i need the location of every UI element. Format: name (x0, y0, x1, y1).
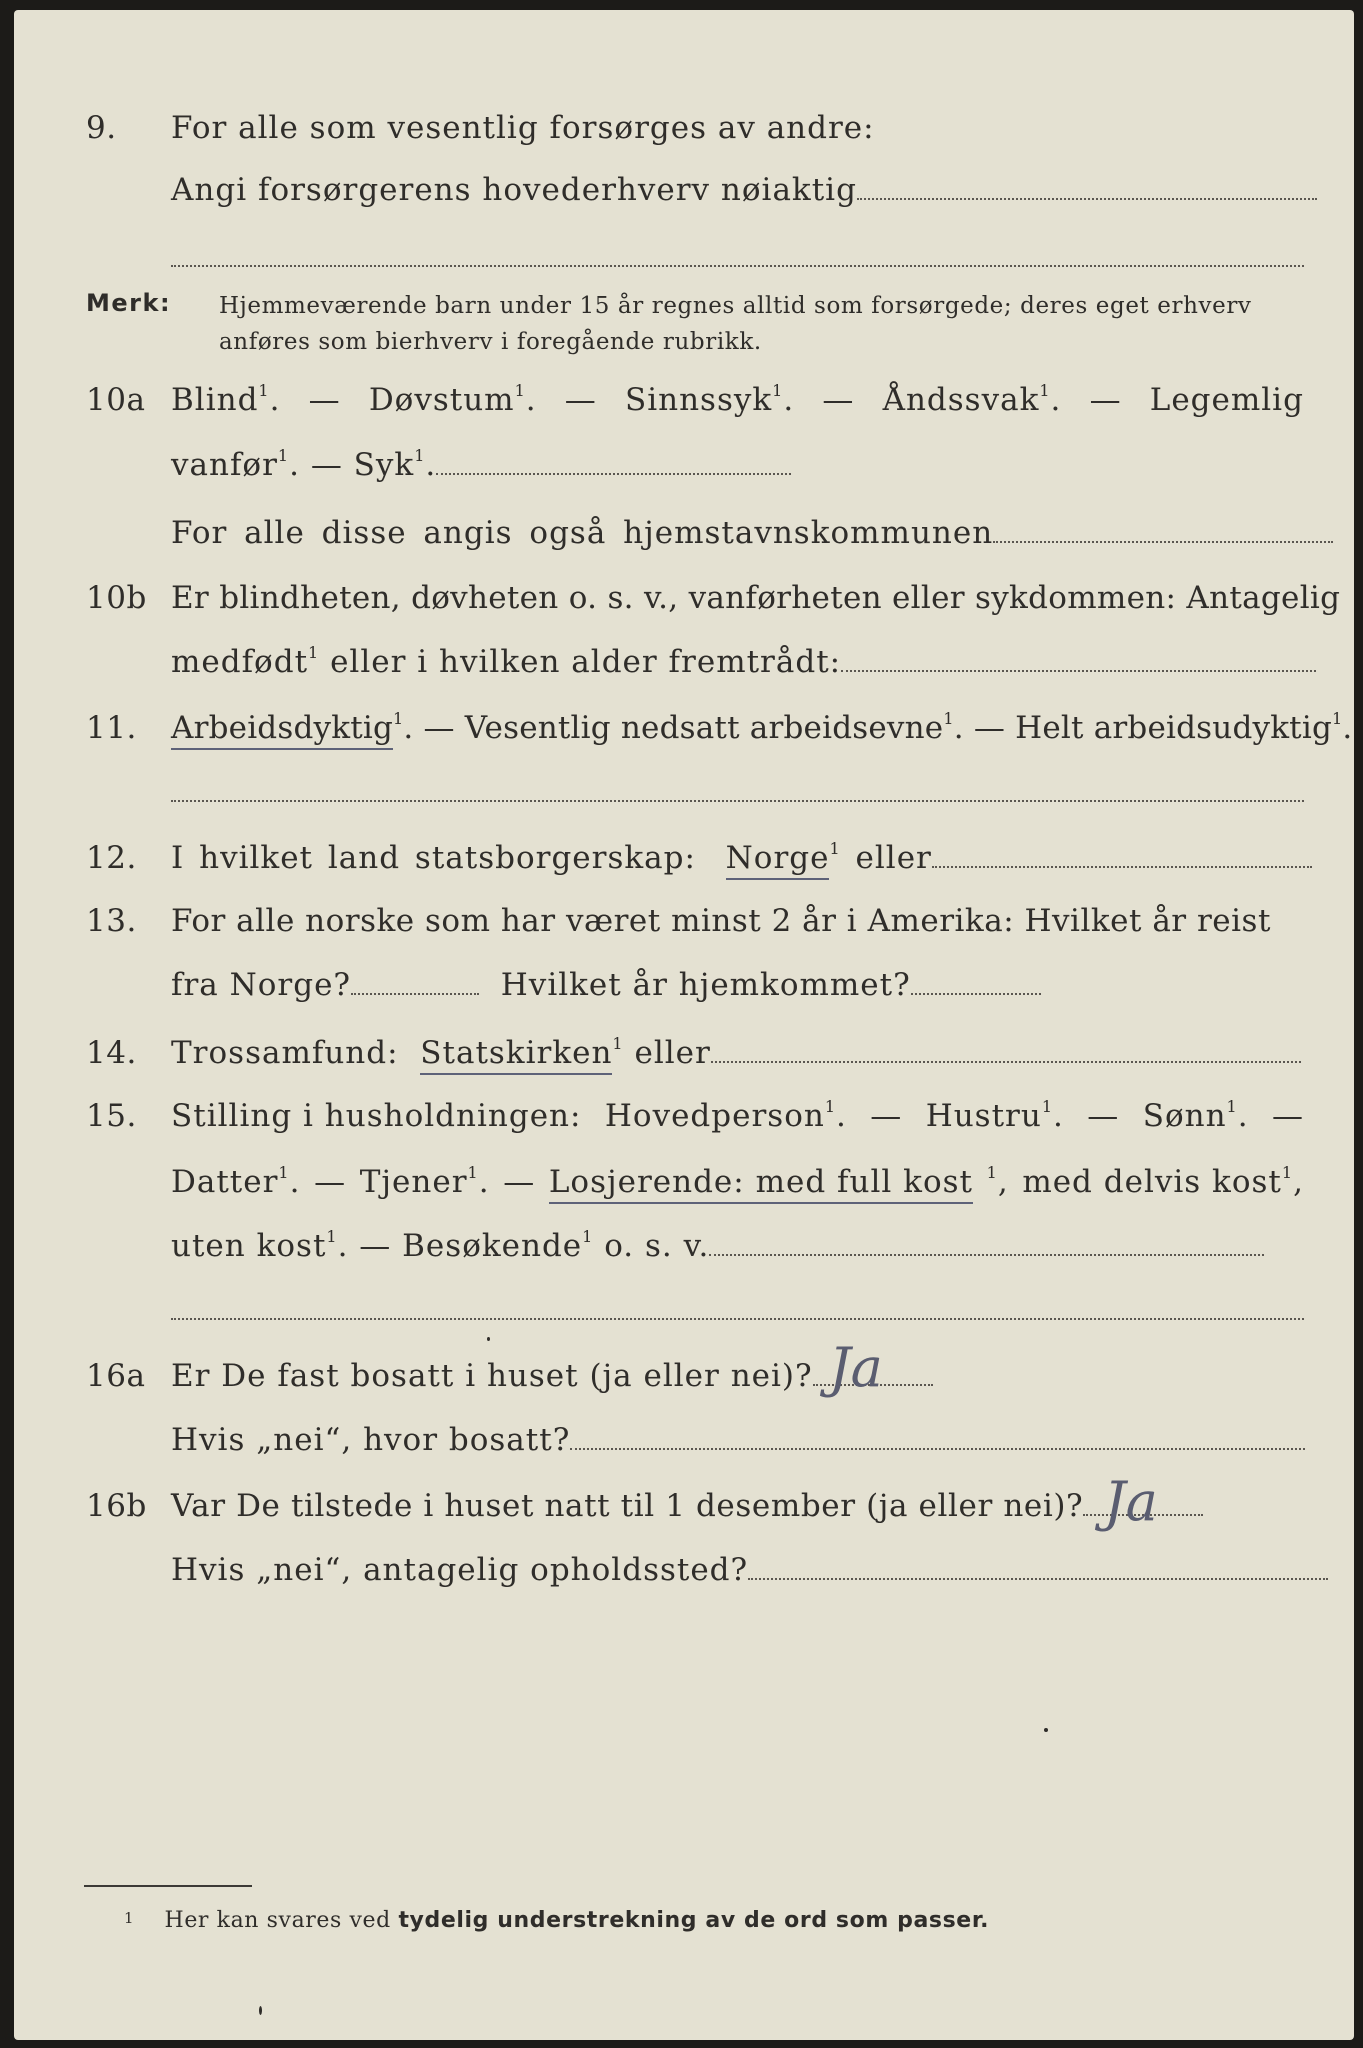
question-number: 10a (86, 382, 146, 418)
handwritten-answer: Ja (829, 1336, 883, 1399)
option-tjener: Tjener (359, 1164, 468, 1200)
footnote-text: Her kan svares ved (164, 1908, 391, 1933)
question-number: 9. (86, 110, 117, 146)
answer-line (570, 1447, 1305, 1450)
option-uten-kost: uten kost (171, 1228, 327, 1264)
answer-line (171, 1318, 1304, 1320)
footnote-mark: 1 (124, 1909, 135, 1927)
answer-line (993, 540, 1333, 543)
option-losjerende: Losjerende: (548, 1164, 745, 1200)
question-text: Hvilket år hjemkommet? (500, 967, 911, 1003)
answer-line (911, 992, 1041, 995)
option-arbeidsdyktig: Arbeidsdyktig (171, 710, 393, 750)
option-legemlig: Legemlig (1149, 382, 1304, 418)
option-eller: eller (634, 1035, 711, 1071)
answer-line (351, 992, 479, 995)
answer-line (436, 472, 791, 475)
option-eller: eller (855, 840, 932, 876)
note-text: anføres som bierhverv i foregående rubrikk. (219, 329, 762, 355)
option-med-delvis-kost: med delvis kost (1022, 1164, 1282, 1200)
question-number: 15. (86, 1098, 137, 1134)
question-text: For alle disse angis også hjemstavnskommunen (171, 515, 994, 551)
option-syk: Syk (353, 447, 415, 483)
question-number: 10b (86, 580, 147, 616)
footnote (124, 1908, 989, 1933)
option-sonn: Sønn (1142, 1098, 1227, 1134)
ink-speck (487, 1337, 490, 1341)
option-statskirken: Statskirken (420, 1035, 612, 1075)
option-hovedperson: Hovedperson (604, 1098, 825, 1134)
answer-line (711, 1060, 1301, 1063)
option-besokende: Besøkende (402, 1228, 583, 1264)
option-norge: Norge (726, 840, 830, 880)
question-text: Er De fast bosatt i huset (ja eller nei)? (171, 1358, 813, 1394)
option-vesentlig-nedsatt: Vesentlig nedsatt arbeidsevne (464, 710, 944, 746)
ink-speck (1044, 1728, 1048, 1732)
question-text: Hvis „nei“, antagelig opholdssted? (171, 1552, 749, 1588)
question-text: For alle som vesentlig forsørges av andre: (171, 110, 875, 146)
question-text: fra Norge? (171, 967, 352, 1003)
option-dovstum: Døvstum (368, 382, 515, 418)
option-osv: o. s. v. (604, 1228, 710, 1264)
question-number: 12. (86, 840, 137, 876)
option-helt-udyktig: Helt arbeidsudyktig (1015, 710, 1332, 746)
question-text: eller i hvilken alder fremtrådt: (330, 644, 842, 680)
option-hustru: Hustru (925, 1098, 1042, 1134)
handwritten-answer: Ja (1104, 1470, 1158, 1533)
question-text: I hvilket land statsborgerskap: (171, 840, 696, 876)
question-number: 11. (86, 710, 137, 746)
answer-line (171, 800, 1304, 802)
option-med-full-kost: med full kost (755, 1164, 973, 1200)
note-label: Merk: (86, 289, 172, 317)
option-medfodt: medfødt (171, 644, 309, 680)
footnote-rule (84, 1885, 252, 1887)
answer-line (841, 669, 1316, 672)
option-andssvak: Åndssvak (882, 382, 1040, 418)
question-text: Hvis „nei“, hvor bosatt? (171, 1422, 571, 1458)
question-text: For alle norske som har været minst 2 år i Amerika: Hvilket år reist (171, 903, 1271, 939)
answer-line (932, 865, 1312, 868)
option-datter: Datter (171, 1164, 279, 1200)
question-text: Trossamfund: (171, 1035, 399, 1071)
question-text: Var De tilstede i huset natt til 1 desember (ja eller nei)? (171, 1488, 1084, 1524)
answer-line (171, 265, 1304, 267)
census-form-page: 9. For alle som vesentlig forsørges av andre: Angi forsørgerens hovederhverv nøiaktig Merk: Hjemmeværende barn under 15 år regnes alltid som forsørgede; deres eget erhverv anføres som bierhverv i foregående rubrikk. 10a Blind$^1$. — Døvstum$^1$. — Sinnssyk$^1$. — Åndssvak$^1$. — Legemlig vanfør$^1$. — Syk$^1$. For alle disse angis også hjemstavnskommunen 10b Er blindheten, døvheten o. s. v., vanførheten eller sykdommen: Antagelig medfødt$^1$ eller i hvilken alder fremtrådt: 11. Arbeidsdyktig$^1$. — Vesentlig nedsatt arbeidsevne$^1$. — Helt arbeidsudyktig$^1$. 12. I hvilket land statsborgerskap: Norge$^1$ eller 13. For alle norske som har været minst 2 år i Amerika: Hvilket år reist fra Norge? Hvilket år hjemkommet? 14. Trossamfund: Statskirken$^1$ eller 15. Stilling i husholdningen: Hovedperson$^1$. — Hustru$^1$. — Sønn$^1$. — Datter$^1$. — Tjener$^1$. — Losjerende: med full kost $^1$, med delvis kost$^1$, uten kost$^1$. — Besøkende$^1$ o. s. v. 16a Er De fast bosatt i huset (ja eller nei)? Ja Hvis „nei“, hvor bosatt? 16b Var De tilstede i huset natt til 1 desember (ja eller nei)? Ja Hvis „nei“, antagelig opholdssted? 1 Her kan svares ved tydelig understrekning av de ord som passer. (14, 10, 1354, 2040)
answer-line (709, 1253, 1264, 1256)
question-number: 13. (86, 903, 137, 939)
option-vanfor: vanfør (171, 447, 278, 483)
ink-speck (259, 2006, 262, 2015)
question-number: 16b (86, 1488, 147, 1524)
question-text: Er blindheten, døvheten o. s. v., vanførheten eller sykdommen: Antagelig (171, 580, 1341, 616)
question-text: Angi forsørgerens hovederhverv nøiaktig (171, 172, 857, 208)
option-sinnssyk: Sinnssyk (624, 382, 773, 418)
answer-line (748, 1577, 1328, 1580)
question-number: 14. (86, 1035, 137, 1071)
question-number: 16a (86, 1358, 146, 1394)
option-blind: Blind (171, 382, 259, 418)
answer-line (857, 197, 1317, 200)
note-text: Hjemmeværende barn under 15 år regnes alltid som forsørgede; deres eget erhverv (219, 293, 1252, 319)
footnote-bold-text: tydelig understrekning av de ord som passer. (398, 1908, 990, 1933)
question-text: Stilling i husholdningen: (171, 1098, 582, 1134)
